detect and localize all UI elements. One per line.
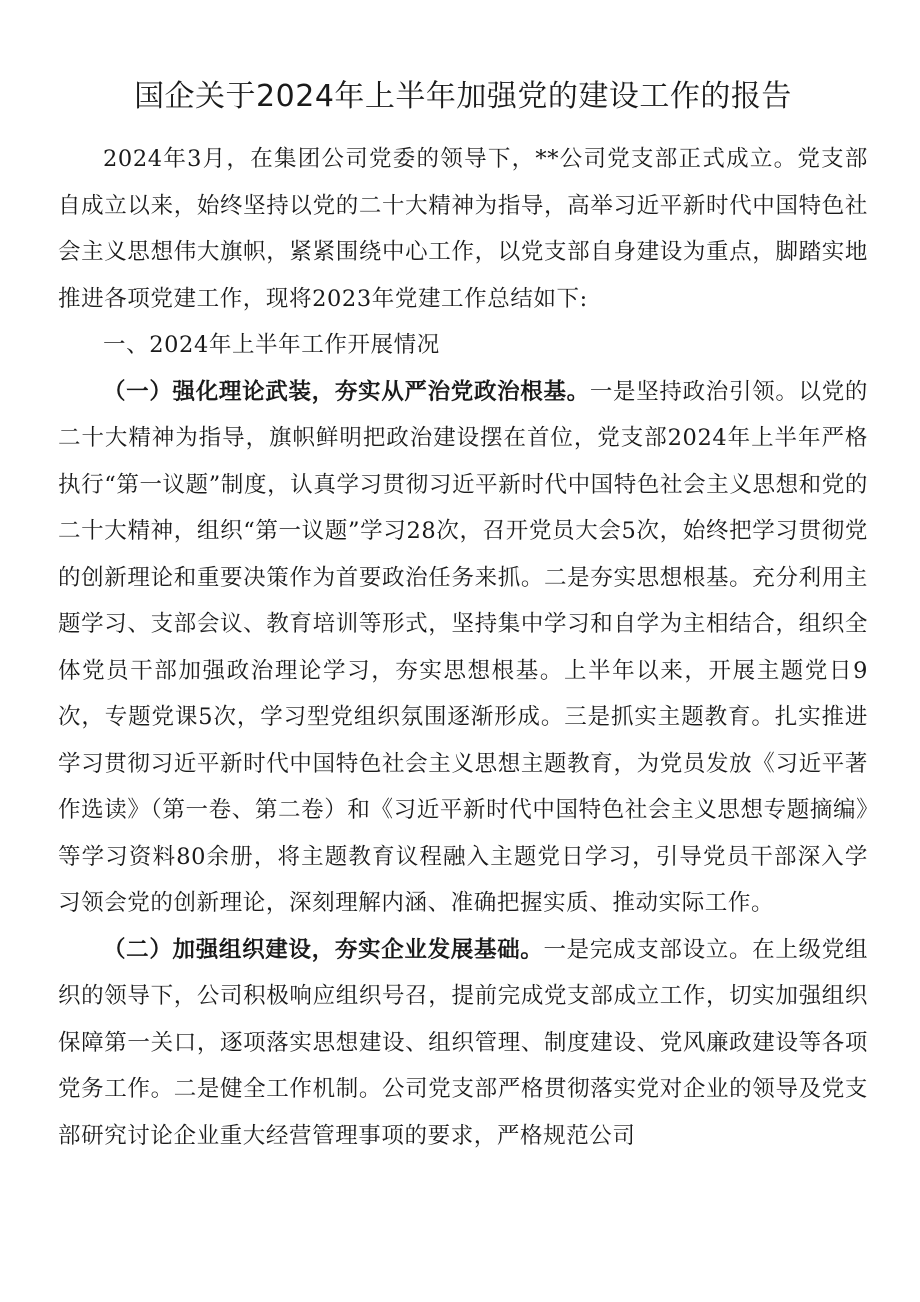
subsection-heading: （一）强化理论武装，夯实从严治党政治根基。: [103, 378, 590, 405]
subsection-paragraph-1: [58, 369, 868, 927]
subsection-heading: （二）加强组织建设，夯实企业发展基础。: [103, 936, 544, 963]
section-heading-text: 一、2024年上半年工作开展情况: [103, 332, 440, 358]
paragraph-text: 一是坚持政治引领。以党的二十大精神为指导，旗帜鲜明把政治建设摆在首位，党支部2024年上半年严格执行“第一议题”制度，认真学习贯彻习近平新时代中国特色社会主义思想和党的二十大精神，组织“第一议题”学习28次，召开党员大会5次，始终把学习贯彻党的创新理论和重要决策作为首要政治任务来抓。二是夯实思想根基。充分利用主题学习、支部会议、教育培训等形式，坚持集中学习和自学为主相结合，组织全体党员干部加强政治理论学习，夯实思想根基。上半年以来，开展主题党日9次，专题党课5次，学习型党组织氛围逐渐形成。三是抓实主题教育。扎实推进学习贯彻习近平新时代中国特色社会主义思想主题教育，为党员发放《习近平著作选读》（第一卷、第二卷）和《习近平新时代中国特色社会主义思想专题摘编》等学习资料80余册，将主题教育议程融入主题党日学习，引导党员干部深入学习领会党的创新理论，深刻理解内涵、准确把握实质、推动实际工作。: [58, 378, 868, 916]
paragraph-text: 2024年3月，在集团公司党委的领导下，**公司党支部正式成立。党支部自成立以来，始终坚持以党的二十大精神为指导，高举习近平新时代中国特色社会主义思想伟大旗帜，紧紧围绕中心工作，以党支部自身建设为重点，脚踏实地推进各项党建工作，现将2023年党建工作总结如下:: [58, 146, 868, 312]
section-heading: [58, 322, 868, 369]
document-title: 国企关于2024年上半年加强党的建设工作的报告: [134, 79, 792, 114]
subsection-paragraph-2: [58, 927, 868, 1160]
intro-paragraph: [58, 136, 868, 322]
paragraph-text: 一是完成支部设立。在上级党组织的领导下，公司积极响应组织号召，提前完成党支部成立工作，切实加强组织保障第一关口，逐项落实思想建设、组织管理、制度建设、党风廉政建设等各项党务工作。二是健全工作机制。公司党支部严格贯彻落实党对企业的领导及党支部研究讨论企业重大经营管理事项的要求，严格规范公司: [58, 936, 868, 1149]
